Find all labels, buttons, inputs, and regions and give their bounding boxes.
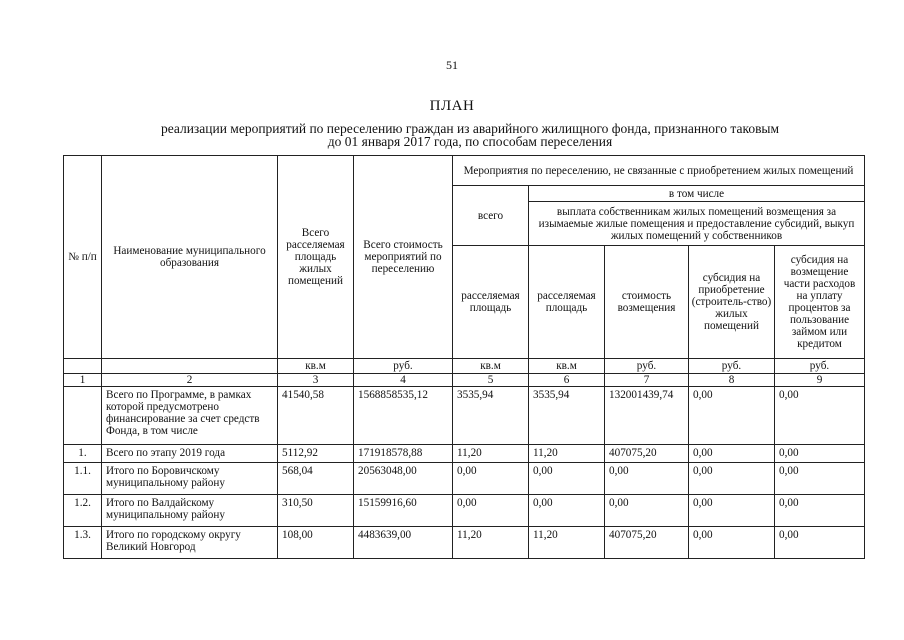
compensation-cost-cell: 0,00	[605, 495, 689, 527]
subsidy-purchase-cell: 0,00	[689, 463, 775, 495]
table-row	[64, 495, 865, 527]
column-index: 7	[605, 374, 689, 387]
subsidy-loan-cell: 0,00	[775, 463, 865, 495]
total-area-cell: 5112,92	[278, 445, 354, 463]
compensation-cost-cell: 132001439,74	[605, 387, 689, 445]
municipality-name: Итого по Валдайскому муниципальному району	[102, 495, 278, 527]
table-row	[64, 445, 865, 463]
column-index: 3	[278, 374, 354, 387]
compensation-cost-cell: 0,00	[605, 463, 689, 495]
subsidy-loan-cell: 0,00	[775, 445, 865, 463]
area-all-cell: 0,00	[453, 495, 529, 527]
header-col5: расселяемая площадь	[453, 246, 529, 359]
header-total-area: Всего расселяемая площадь жилых помещений	[278, 156, 354, 359]
header-group-title: Мероприятия по переселению, не связанные с приобретением жилых помещений	[453, 156, 865, 186]
compensation-cost-cell: 407075,20	[605, 527, 689, 559]
total-cost-cell: 15159916,60	[354, 495, 453, 527]
subsidy-purchase-cell: 0,00	[689, 495, 775, 527]
subtitle-line-2: до 01 января 2017 года, по способам переселения	[327, 134, 613, 149]
header-col9: субсидия на возмещение части расходов на уплату процентов за пользование займом или кредитом	[775, 246, 865, 359]
table-row	[64, 463, 865, 495]
column-index: 5	[453, 374, 529, 387]
area-cell: 11,20	[529, 445, 605, 463]
row-number: 1.2.	[64, 495, 102, 527]
area-all-cell: 0,00	[453, 463, 529, 495]
table-row	[64, 387, 865, 445]
unit-cell: кв.м	[529, 359, 605, 374]
unit-cell: руб.	[689, 359, 775, 374]
column-index: 9	[775, 374, 865, 387]
plan-table	[63, 155, 865, 559]
header-col8: субсидия на приобретение (строитель-ство) жилых помещений	[689, 246, 775, 359]
header-col6: расселяемая площадь	[529, 246, 605, 359]
header-payout: выплата собственникам жилых помещений возмещения за изымаемые жилые помещения и предоставление субсидий, выкуп жилых помещений у собственников	[529, 202, 865, 246]
area-all-cell: 11,20	[453, 445, 529, 463]
column-index: 8	[689, 374, 775, 387]
subsidy-purchase-cell: 0,00	[689, 527, 775, 559]
column-index: 1	[64, 374, 102, 387]
subsidy-loan-cell: 0,00	[775, 495, 865, 527]
document-subtitle	[100, 122, 840, 148]
compensation-cost-cell: 407075,20	[605, 445, 689, 463]
unit-cell: руб.	[354, 359, 453, 374]
total-cost-cell: 4483639,00	[354, 527, 453, 559]
area-cell: 3535,94	[529, 387, 605, 445]
page-number: 51	[446, 58, 458, 72]
row-number	[64, 387, 102, 445]
total-area-cell: 310,50	[278, 495, 354, 527]
area-cell: 0,00	[529, 495, 605, 527]
municipality-name: Всего по этапу 2019 года	[102, 445, 278, 463]
row-number: 1.3.	[64, 527, 102, 559]
municipality-name: Итого по городскому округу Великий Новгород	[102, 527, 278, 559]
unit-cell	[64, 359, 102, 374]
header-in-total: в том числе	[529, 186, 865, 202]
municipality-name: Итого по Боровичскому муниципальному району	[102, 463, 278, 495]
subsidy-purchase-cell: 0,00	[689, 387, 775, 445]
unit-cell: кв.м	[453, 359, 529, 374]
subsidy-purchase-cell: 0,00	[689, 445, 775, 463]
subsidy-loan-cell: 0,00	[775, 527, 865, 559]
total-cost-cell: 20563048,00	[354, 463, 453, 495]
header-col7: стоимость возмещения	[605, 246, 689, 359]
column-index: 6	[529, 374, 605, 387]
row-number: 1.1.	[64, 463, 102, 495]
unit-cell: руб.	[775, 359, 865, 374]
column-index: 2	[102, 374, 278, 387]
total-area-cell: 41540,58	[278, 387, 354, 445]
total-area-cell: 108,00	[278, 527, 354, 559]
header-row-number: № п/п	[64, 156, 102, 359]
header-vsego: всего	[453, 186, 529, 246]
total-area-cell: 568,04	[278, 463, 354, 495]
unit-cell: руб.	[605, 359, 689, 374]
subsidy-loan-cell: 0,00	[775, 387, 865, 445]
area-cell: 0,00	[529, 463, 605, 495]
area-cell: 11,20	[529, 527, 605, 559]
area-all-cell: 3535,94	[453, 387, 529, 445]
header-total-cost: Всего стоимость мероприятий по переселению	[354, 156, 453, 359]
document-title: ПЛАН	[429, 98, 475, 114]
unit-cell: кв.м	[278, 359, 354, 374]
total-cost-cell: 171918578,88	[354, 445, 453, 463]
total-cost-cell: 1568858535,12	[354, 387, 453, 445]
municipality-name: Всего по Программе, в рамках которой предусмотрено финансирование за счет средств Фонда, в том числе	[102, 387, 278, 445]
unit-cell	[102, 359, 278, 374]
row-number: 1.	[64, 445, 102, 463]
subtitle-line-1: реализации мероприятий по переселению граждан из аварийного жилищного фонда, признанного таковым	[160, 121, 780, 136]
header-municipality: Наименование муниципального образования	[102, 156, 278, 359]
table-row	[64, 527, 865, 559]
column-index: 4	[354, 374, 453, 387]
area-all-cell: 11,20	[453, 527, 529, 559]
